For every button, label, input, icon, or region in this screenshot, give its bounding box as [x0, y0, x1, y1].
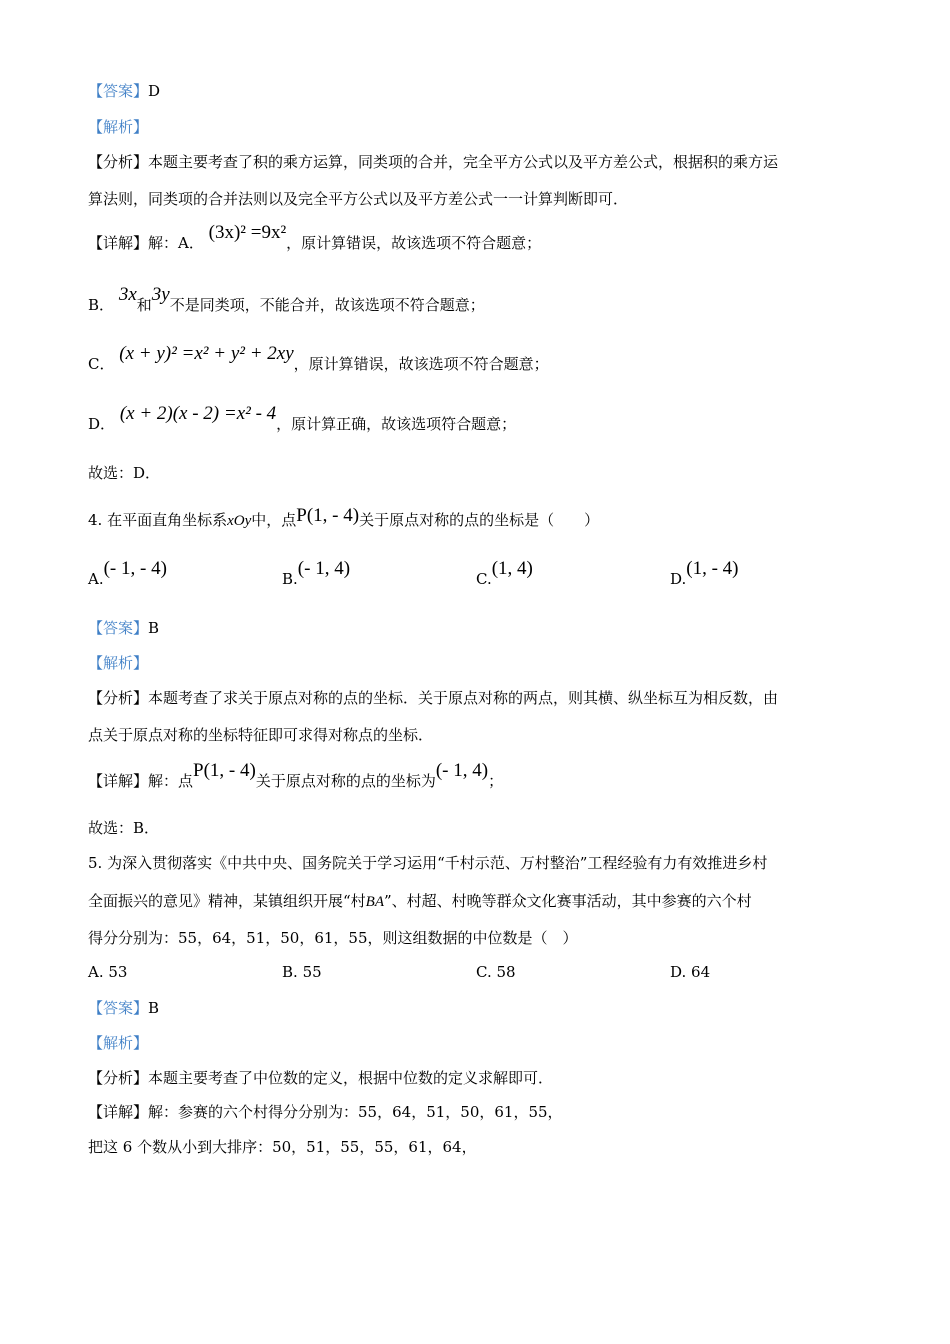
answer-tag: 【答案】 — [88, 619, 149, 637]
answer-value: B — [148, 999, 160, 1017]
detail-prefix: 解：A． — [148, 234, 204, 252]
q3-detail-b — [88, 284, 485, 315]
fenxi-text: 本题主要考查了中位数的定义，根据中位数的定义求解即可． — [148, 1069, 554, 1087]
math-3y: 3y — [151, 284, 170, 305]
detail-mid: 关于原点对称的点的坐标为 — [255, 772, 436, 790]
option-label: D. — [670, 570, 687, 588]
math-expression-c: (x + y)² =x² + y² + 2xy — [119, 343, 294, 364]
q5-stem-line1: 5. 为深入贯彻落实《中共中央、国务院关于学习运用“千村示范、万村整治”工程经验有力有效推进乡村 — [88, 854, 768, 872]
q4-stem-mid: 中，点 — [251, 511, 297, 529]
q4-point: P(1, - 4) — [296, 505, 360, 526]
fenxi-tag: 【分析】 — [88, 153, 149, 171]
answer-tag: 【答案】 — [88, 82, 149, 100]
option-label: D. — [670, 963, 687, 981]
math-expression-a: (3x)² =9x² — [208, 222, 287, 243]
option-c-label: C． — [88, 355, 115, 373]
q5-detail — [88, 1102, 563, 1122]
q4-option-c — [476, 558, 533, 589]
q4-option-b — [282, 558, 351, 589]
option-value: 64 — [691, 963, 711, 981]
q5-stem-line2-b: ”、村超、村晚等群众文化赛事活动，其中参赛的六个村 — [384, 892, 752, 910]
q5-answer-line — [88, 998, 159, 1018]
q5-stem-line3: 得分分别为：55，64，51，50，61，55，则这组数据的中位数是（ ） — [88, 929, 578, 947]
q4-stem-suffix: 关于原点对称的点的坐标是（ ） — [359, 511, 600, 529]
q5-option-d — [670, 962, 710, 982]
option-label: B. — [282, 963, 298, 981]
answer-value: D — [148, 82, 161, 100]
q4-option-d — [670, 558, 739, 589]
option-value: 55 — [302, 963, 322, 981]
and-text: 和 — [136, 296, 152, 314]
q4-analysis-tag: 【解析】 — [88, 654, 149, 672]
q3-fenxi-line1 — [88, 152, 778, 172]
option-label: A. — [88, 963, 104, 981]
q4-stem-prefix: 4. 在平面直角坐标系 — [88, 511, 228, 529]
q3-detail-c — [88, 343, 549, 374]
option-label: C. — [476, 963, 492, 981]
detail-a-text: ，原计算错误，故该选项不符合题意； — [286, 234, 542, 252]
option-d-label: D． — [88, 415, 116, 433]
q3-analysis-tag: 【解析】 — [88, 118, 149, 136]
fenxi-text: 本题考查了求关于原点对称的点的坐标．关于原点对称的两点，则其横、纵坐标互为相反数，由 — [148, 689, 779, 707]
q4-fenxi-line1 — [88, 688, 778, 708]
option-label: A. — [88, 570, 104, 588]
detail-result: (- 1, 4) — [435, 760, 489, 781]
q4-xoy: xOy — [227, 513, 252, 529]
detail-tag: 【详解】 — [88, 772, 149, 790]
q5-option-c — [476, 962, 516, 982]
option-value: (- 1, 4) — [297, 558, 351, 579]
option-label: C. — [476, 570, 492, 588]
fenxi-tag: 【分析】 — [88, 1069, 149, 1087]
option-value: (1, 4) — [491, 558, 533, 579]
detail-point: P(1, - 4) — [193, 760, 256, 781]
q4-detail — [88, 760, 504, 791]
option-label: B. — [282, 570, 298, 588]
detail-text: 解：参赛的六个村得分分别为：55，64，51，50，61，55， — [148, 1103, 563, 1121]
option-value: (1, - 4) — [686, 558, 739, 579]
detail-end: ； — [488, 772, 504, 790]
detail-tag: 【详解】 — [88, 234, 149, 252]
q3-fenxi-line2: 算法则，同类项的合并法则以及完全平方公式以及平方差公式一一计算判断即可． — [88, 190, 629, 208]
q5-ba: BA — [365, 894, 384, 910]
detail-c-text: ，原计算错误，故该选项不符合题意； — [293, 355, 549, 373]
q5-sort-line: 把这 6 个数从小到大排序：50，51，55，55，61，64， — [88, 1138, 477, 1156]
q5-stem-line2-a: 全面振兴的意见》精神，某镇组织开展“村 — [88, 892, 366, 910]
q3-answer-line — [88, 81, 160, 101]
q3-detail-a — [88, 222, 542, 253]
detail-prefix: 解：点 — [148, 772, 194, 790]
option-value: 58 — [496, 963, 516, 981]
q5-option-b — [282, 962, 322, 982]
q4-option-a — [88, 558, 167, 589]
option-value: 53 — [108, 963, 128, 981]
q4-fenxi-line2: 点关于原点对称的坐标特征即可求得对称点的坐标． — [88, 726, 434, 744]
fenxi-tag: 【分析】 — [88, 689, 149, 707]
q4-stem — [88, 505, 600, 531]
q4-conclusion: 故选：B． — [88, 819, 160, 837]
q5-stem-line2 — [88, 891, 752, 912]
fenxi-text: 本题主要考查了积的乘方运算，同类项的合并，完全平方公式以及平方差公式，根据积的乘方运 — [148, 153, 779, 171]
math-expression-d: (x + 2)(x - 2) =x² - 4 — [119, 403, 277, 424]
detail-b-text: 不是同类项，不能合并，故该选项不符合题意； — [169, 296, 485, 314]
answer-tag: 【答案】 — [88, 999, 149, 1017]
math-3x: 3x — [118, 284, 137, 305]
q5-fenxi — [88, 1068, 553, 1088]
q3-conclusion: 故选：D． — [88, 464, 161, 482]
option-b-label: B． — [88, 296, 115, 314]
detail-tag: 【详解】 — [88, 1103, 149, 1121]
q5-analysis-tag: 【解析】 — [88, 1034, 149, 1052]
q3-detail-d — [88, 403, 517, 434]
q5-option-a — [88, 962, 127, 982]
option-value: (- 1, - 4) — [103, 558, 167, 579]
detail-d-text: ，原计算正确，故该选项符合题意； — [276, 415, 517, 433]
answer-value: B — [148, 619, 160, 637]
q4-answer-line — [88, 618, 159, 638]
